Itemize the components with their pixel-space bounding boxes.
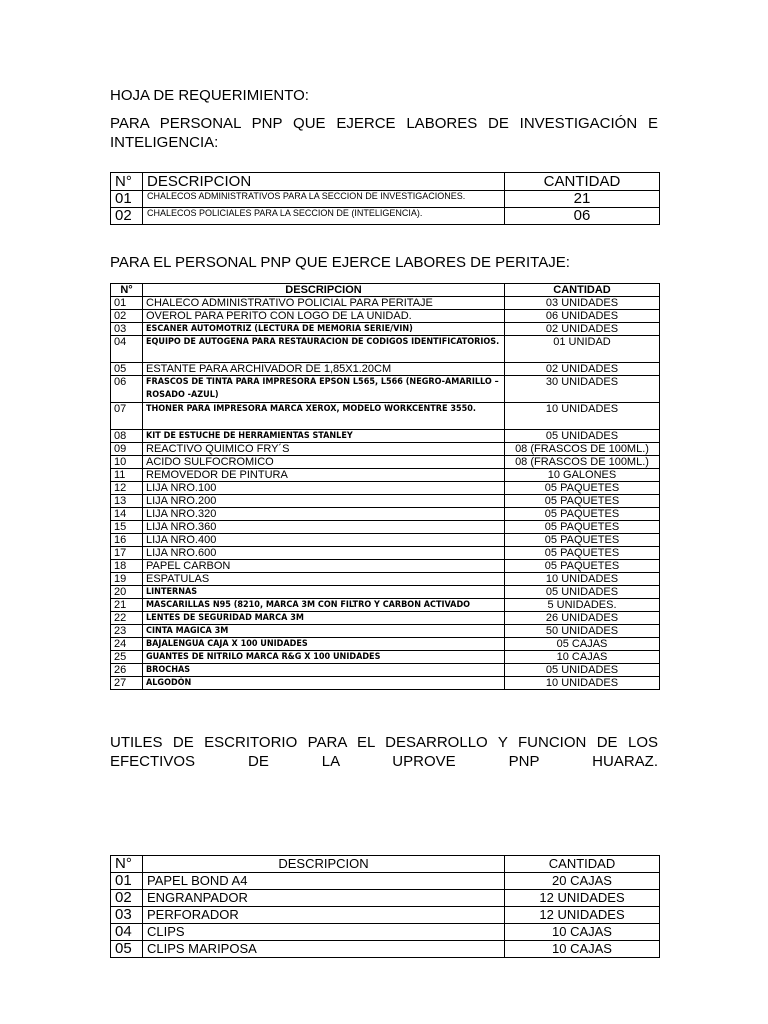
row-description: ACIDO SULFOCROMICO [143,456,505,469]
row-number: 04 [111,336,143,363]
row-description: THONER PARA IMPRESORA MARCA XEROX, MODELO WORKCENTRE 3550. [143,403,505,430]
table-row [111,495,660,508]
row-quantity: 10 UNIDADES [505,403,660,430]
row-number: 24 [111,638,143,651]
table-row [111,890,660,907]
row-number: 05 [111,363,143,376]
row-number: 26 [111,664,143,677]
table-header-row [111,284,660,297]
row-number: 12 [111,482,143,495]
row-description: ESTANTE PARA ARCHIVADOR DE 1,85X1.20CM [143,363,505,376]
row-number: 19 [111,573,143,586]
row-description: EQUIPO DE AUTOGENA PARA RESTAURACION DE CODIGOS IDENTIFICATORIOS. [143,336,505,363]
row-description: CHALECO ADMINISTRATIVO POLICIAL PARA PERITAJE [143,297,505,310]
row-description: CHALECOS ADMINISTRATIVOS PARA LA SECCION DE INVESTIGACIONES. [143,191,505,208]
table-row [111,456,660,469]
row-number: 03 [111,907,143,924]
row-description: REMOVEDOR DE PINTURA [143,469,505,482]
row-quantity: 02 UNIDADES [505,363,660,376]
row-number: 02 [111,890,143,907]
row-description: KIT DE ESTUCHE DE HERRAMIENTAS STANLEY [143,430,505,443]
row-description: LIJA NRO.100 [143,482,505,495]
row-quantity: 10 UNIDADES [505,573,660,586]
table-row [111,376,660,403]
header-num: N° [111,173,143,191]
row-number: 03 [111,323,143,336]
row-description: LIJA NRO.400 [143,534,505,547]
row-description: ESPATULAS [143,573,505,586]
table-row [111,482,660,495]
row-quantity: 10 CAJAS [505,651,660,664]
table-row [111,547,660,560]
row-quantity: 12 UNIDADES [505,907,660,924]
row-quantity: 05 UNIDADES [505,586,660,599]
row-description: MASCARILLAS N95 (8210, MARCA 3M CON FILTRO Y CARBON ACTIVADO [143,599,505,612]
row-number: 20 [111,586,143,599]
row-description: LINTERNAS [143,586,505,599]
row-description: REACTIVO QUIMICO FRY´S [143,443,505,456]
row-number: 02 [111,310,143,323]
section2-table [110,283,660,690]
row-number: 15 [111,521,143,534]
row-description: OVEROL PARA PERITO CON LOGO DE LA UNIDAD. [143,310,505,323]
row-quantity: 26 UNIDADES [505,612,660,625]
table-row [111,924,660,941]
row-quantity: 06 UNIDADES [505,310,660,323]
row-description: ESCANER AUTOMOTRIZ (LECTURA DE MEMORIA SERIE/VIN) [143,323,505,336]
row-quantity: 05 PAQUETES [505,495,660,508]
table-row [111,586,660,599]
row-description: BROCHAS [143,664,505,677]
row-quantity: 06 [505,208,660,225]
table-row [111,625,660,638]
row-description: BAJALENGUA CAJA X 100 UNIDADES [143,638,505,651]
section3-table [110,855,660,958]
table-row [111,599,660,612]
row-description: CHALECOS POLICIALES PARA LA SECCION DE (INTELIGENCIA). [143,208,505,225]
row-number: 01 [111,297,143,310]
table-row [111,534,660,547]
header-num: N° [111,856,143,873]
table-row [111,336,660,363]
row-number: 11 [111,469,143,482]
row-description: PERFORADOR [143,907,505,924]
header-description: DESCRIPCION [143,284,505,297]
row-number: 07 [111,403,143,430]
row-number: 10 [111,456,143,469]
row-quantity: 10 UNIDADES [505,677,660,690]
section3-title: UTILES DE ESCRITORIO PARA EL DESARROLLO Y FUNCION DE LOS EFECTIVOS DE LA UPROVE PNP HUARAZ. [110,734,658,770]
row-quantity: 05 UNIDADES [505,430,660,443]
row-description: LIJA NRO.320 [143,508,505,521]
table-row [111,521,660,534]
table-row [111,310,660,323]
row-number: 18 [111,560,143,573]
table-row [111,297,660,310]
table-row [111,664,660,677]
row-number: 14 [111,508,143,521]
row-quantity: 05 PAQUETES [505,508,660,521]
row-quantity: 08 (FRASCOS DE 100ML.) [505,456,660,469]
row-quantity: 10 CAJAS [505,941,660,958]
table-row [111,638,660,651]
row-number: 16 [111,534,143,547]
row-number: 27 [111,677,143,690]
row-quantity: 05 PAQUETES [505,521,660,534]
row-number: 22 [111,612,143,625]
row-number: 09 [111,443,143,456]
row-description: FRASCOS DE TINTA PARA IMPRESORA EPSON L565, L566 (NEGRO-AMARILLO – ROSADO -AZUL) [143,376,505,403]
table-header-row [111,856,660,873]
row-quantity: 30 UNIDADES [505,376,660,403]
row-description: CLIPS [143,924,505,941]
table-row [111,612,660,625]
row-quantity: 20 CAJAS [505,873,660,890]
row-quantity: 12 UNIDADES [505,890,660,907]
table-row [111,323,660,336]
row-quantity: 5 UNIDADES. [505,599,660,612]
row-quantity: 21 [505,191,660,208]
header-quantity: CANTIDAD [505,284,660,297]
row-description: LIJA NRO.200 [143,495,505,508]
row-description: PAPEL BOND A4 [143,873,505,890]
table-row [111,469,660,482]
row-quantity: 01 UNIDAD [505,336,660,363]
row-quantity: 50 UNIDADES [505,625,660,638]
row-quantity: 05 PAQUETES [505,482,660,495]
row-number: 04 [111,924,143,941]
row-description: LENTES DE SEGURIDAD MARCA 3M [143,612,505,625]
row-quantity: 05 PAQUETES [505,534,660,547]
table-row [111,508,660,521]
header-description: DESCRIPCION [143,173,505,191]
row-number: 01 [111,873,143,890]
table-row [111,560,660,573]
header-quantity: CANTIDAD [505,173,660,191]
section2-title: PARA EL PERSONAL PNP QUE EJERCE LABORES DE PERITAJE: [110,254,570,271]
section1-title: PARA PERSONAL PNP QUE EJERCE LABORES DE INVESTIGACIÓN E INTELIGENCIA: [110,115,658,151]
row-quantity: 05 PAQUETES [505,560,660,573]
table-row [111,208,660,225]
row-description: GUANTES DE NITRILO MARCA R&G X 100 UNIDADES [143,651,505,664]
row-quantity: 05 UNIDADES [505,664,660,677]
table-row [111,403,660,430]
table-row [111,191,660,208]
header-description: DESCRIPCION [143,856,505,873]
row-number: 06 [111,376,143,403]
row-number: 25 [111,651,143,664]
table-row [111,941,660,958]
table-header-row [111,173,660,191]
table-row [111,873,660,890]
table-row [111,430,660,443]
row-description: CINTA MAGICA 3M [143,625,505,638]
document-heading: HOJA DE REQUERIMIENTO: [110,87,309,104]
table-row [111,651,660,664]
row-number: 21 [111,599,143,612]
row-number: 05 [111,941,143,958]
table-row [111,677,660,690]
row-quantity: 10 CAJAS [505,924,660,941]
row-description: LIJA NRO.600 [143,547,505,560]
row-quantity: 02 UNIDADES [505,323,660,336]
row-quantity: 05 PAQUETES [505,547,660,560]
row-number: 08 [111,430,143,443]
row-number: 02 [111,208,143,225]
row-description: ENGRANPADOR [143,890,505,907]
row-number: 17 [111,547,143,560]
row-description: LIJA NRO.360 [143,521,505,534]
row-description: PAPEL CARBON [143,560,505,573]
table-row [111,907,660,924]
header-quantity: CANTIDAD [505,856,660,873]
section1-table [110,172,660,225]
row-number: 01 [111,191,143,208]
header-num: N° [111,284,143,297]
table-row [111,573,660,586]
table-row [111,363,660,376]
row-number: 23 [111,625,143,638]
row-quantity: 03 UNIDADES [505,297,660,310]
row-quantity: 10 GALONES [505,469,660,482]
row-quantity: 05 CAJAS [505,638,660,651]
row-description: CLIPS MARIPOSA [143,941,505,958]
row-description: ALGODÓN [143,677,505,690]
row-number: 13 [111,495,143,508]
table-row [111,443,660,456]
row-quantity: 08 (FRASCOS DE 100ML.) [505,443,660,456]
